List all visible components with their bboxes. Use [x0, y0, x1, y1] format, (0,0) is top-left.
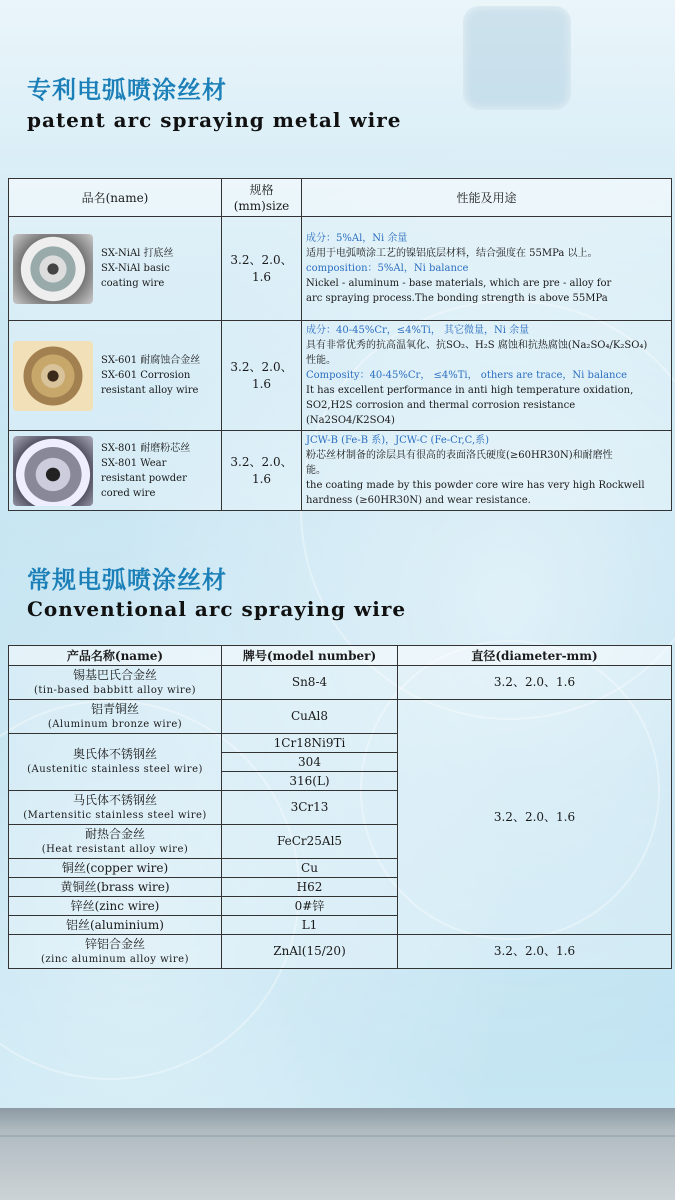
product-name-cell	[9, 791, 222, 825]
usage-line: It has excellent performance in anti high temperature oxidation,	[306, 385, 634, 396]
header-size	[222, 179, 302, 217]
product-name-cn: 锌铝合金丝	[84, 936, 145, 951]
usage-line: 成分：5%Al，Ni 余量	[306, 233, 408, 244]
usage-line: JCW-B (Fe-B 系)，JCW-C (Fe-Cr,C,系)	[306, 435, 490, 446]
usage-line: hardness (≥60HR30N) and wear resistance.	[306, 495, 531, 506]
size-cell	[222, 321, 302, 431]
model-cell	[222, 753, 398, 772]
product-name-line: SX-801 耐磨粉芯丝	[101, 442, 191, 454]
usage-line: arc spraying process.The bonding strength is above 55MPa	[306, 293, 608, 304]
model-cell	[222, 897, 398, 916]
footer-band	[0, 1108, 675, 1200]
product-name-cell	[9, 825, 222, 859]
product-name-en: (tin-based babbitt alloy wire)	[33, 684, 197, 696]
product-name-en: (Heat resistant alloy wire)	[41, 843, 189, 855]
usage-cell	[302, 217, 672, 321]
product-name-line: cored wire	[101, 487, 156, 499]
product-name-cell	[9, 935, 222, 969]
product-name	[101, 246, 174, 291]
usage-line: 具有非常优秀的抗高温氧化、抗SO₂、H₂S 腐蚀和抗热腐蚀(Na₂SO₄/K₂SO₄)	[306, 340, 648, 351]
product-cell	[9, 217, 222, 321]
diameter-value: 3.2、2.0、1.6	[493, 944, 576, 958]
product-name-line: resistant powder	[101, 472, 187, 484]
product-name-cn: 耐热合金丝	[84, 826, 145, 841]
usage-line: 粉芯丝材制备的涂层具有很高的表面洛氏硬度(≥60HR30N)和耐磨性	[306, 450, 613, 461]
product-name-line: SX-601 耐腐蚀合金丝	[101, 355, 201, 366]
product-name-cn: 铝丝(aluminium)	[66, 917, 164, 932]
product-name-cell	[9, 700, 222, 734]
diameter-cell	[398, 700, 672, 935]
model-number: H62	[296, 879, 323, 894]
usage-cell	[302, 431, 672, 511]
size-line: 1.6	[251, 376, 272, 391]
product-name-cn: 铜丝(copper wire)	[61, 860, 169, 875]
model-cell	[222, 772, 398, 791]
size-cell	[222, 431, 302, 511]
section2-title-en: Conventional arc spraying wire	[27, 597, 407, 621]
model-number: 1Cr18Ni9Ti	[273, 735, 346, 750]
model-number: 316(L)	[289, 773, 330, 788]
product-name-en: (Aluminum bronze wire)	[47, 718, 183, 730]
usage-line: the coating made by this powder core wire has very high Rockwell	[306, 480, 645, 491]
model-number: L1	[301, 917, 318, 932]
table-header-row	[9, 179, 672, 217]
usage-line: 成分：40-45%Cr，≤4%Ti， 其它微量，Ni 余量	[306, 325, 530, 336]
size-line: 3.2、2.0、	[230, 359, 293, 374]
model-cell	[222, 791, 398, 825]
header-name: 品名(name)	[9, 179, 222, 217]
table-row	[9, 666, 672, 700]
header-model: 牌号(model number)	[222, 646, 398, 666]
model-number: 304	[298, 754, 321, 769]
diameter-cell	[398, 666, 672, 700]
size-line: 3.2、2.0、	[230, 454, 293, 469]
product-name-line: coating wire	[101, 278, 165, 289]
model-number: 3Cr13	[290, 800, 329, 814]
product-name-cn: 奥氏体不锈钢丝	[72, 747, 157, 761]
header-usage: 性能及用途	[302, 179, 672, 217]
wire-spool-photo	[13, 436, 93, 506]
product-name-cn: 黄铜丝(brass wire)	[60, 879, 170, 894]
decorative-box	[463, 6, 571, 110]
size-cell	[222, 217, 302, 321]
product-name	[101, 441, 190, 501]
header-name: 产品名称(name)	[9, 646, 222, 666]
header-diameter: 直径(diameter-mm)	[398, 646, 672, 666]
product-name-cell	[9, 666, 222, 700]
diameter-value: 3.2、2.0、1.6	[493, 809, 576, 824]
section2-title-cn: 常规电弧喷涂丝材	[27, 566, 227, 594]
product-name-cn: 铝青铜丝	[90, 701, 139, 716]
product-name-cell	[9, 878, 222, 897]
usage-cell	[302, 321, 672, 431]
model-number: Sn8-4	[291, 675, 328, 689]
product-name-cn: 锡基巴氏合金丝	[72, 667, 157, 682]
product-cell	[9, 321, 222, 431]
usage-line: SO2,H2S corrosion and thermal corrosion resistance	[306, 400, 576, 411]
product-name-cn: 马氏体不锈钢丝	[72, 792, 157, 807]
diameter-value: 3.2、2.0、1.6	[493, 675, 576, 689]
size-line: 1.6	[251, 269, 272, 284]
usage-line: (Na2SO4/K2SO4)	[306, 415, 395, 426]
footer-divider	[0, 1135, 675, 1137]
model-cell	[222, 825, 398, 859]
size-line: 1.6	[251, 471, 272, 486]
product-name-line: SX-601 Corrosion	[101, 370, 191, 381]
product-name-line: resistant alloy wire	[101, 385, 199, 396]
conventional-wire-table	[8, 645, 672, 969]
table-row	[9, 217, 672, 321]
section1-title-en: patent arc spraying metal wire	[27, 108, 402, 132]
product-name-cell	[9, 897, 222, 916]
product-name-cn: 锌丝(zinc wire)	[70, 898, 160, 913]
usage-line: Composity：40-45%Cr， ≤4%Ti， others are trace，Ni balance	[306, 370, 628, 381]
wire-spool-photo	[13, 341, 93, 411]
patent-wire-table	[8, 178, 672, 511]
table-row	[9, 935, 672, 969]
product-name-cell	[9, 916, 222, 935]
product-name-en: (Austenitic stainless steel wire)	[27, 764, 203, 775]
product-name-line: SX-NiAl 打底丝	[101, 248, 174, 259]
product-name	[101, 353, 200, 398]
table-row	[9, 321, 672, 431]
model-number: FeCr25Al5	[276, 834, 343, 848]
model-cell	[222, 859, 398, 878]
model-cell	[222, 878, 398, 897]
table-header-row	[9, 646, 672, 666]
model-cell	[222, 916, 398, 935]
product-name-en: (zinc aluminum alloy wire)	[41, 953, 189, 965]
header-size-cn: 规格	[249, 182, 274, 197]
model-cell	[222, 666, 398, 700]
table-row	[9, 700, 672, 734]
diameter-cell	[398, 935, 672, 969]
model-cell	[222, 935, 398, 969]
product-name-cell	[9, 734, 222, 791]
usage-line: 性能。	[306, 355, 336, 366]
product-name-line: SX-801 Wear	[101, 457, 167, 469]
usage-line: composition：5%Al，Ni balance	[306, 263, 469, 274]
model-cell	[222, 734, 398, 753]
model-number: Cu	[301, 860, 318, 875]
model-cell	[222, 700, 398, 734]
header-size-en: (mm)size	[233, 198, 290, 213]
model-number: CuAl8	[290, 709, 329, 723]
usage-line: 适用于电弧喷涂工艺的镍铝底层材料，结合强度在 55MPa 以上。	[306, 248, 598, 259]
section1-title-cn: 专利电弧喷涂丝材	[27, 76, 227, 104]
size-line: 3.2、2.0、	[230, 252, 293, 267]
product-name-en: (Martensitic stainless steel wire)	[23, 809, 207, 821]
usage-line: Nickel - aluminum - base materials, which are pre - alloy for	[306, 278, 612, 289]
product-name-line: SX-NiAl basic	[101, 263, 170, 274]
product-cell	[9, 431, 222, 511]
product-name-cell	[9, 859, 222, 878]
wire-spool-photo	[13, 234, 93, 304]
usage-line: 能。	[306, 465, 326, 476]
model-number: ZnAl(15/20)	[273, 944, 346, 958]
model-number: 0#锌	[294, 898, 325, 913]
table-row	[9, 431, 672, 511]
